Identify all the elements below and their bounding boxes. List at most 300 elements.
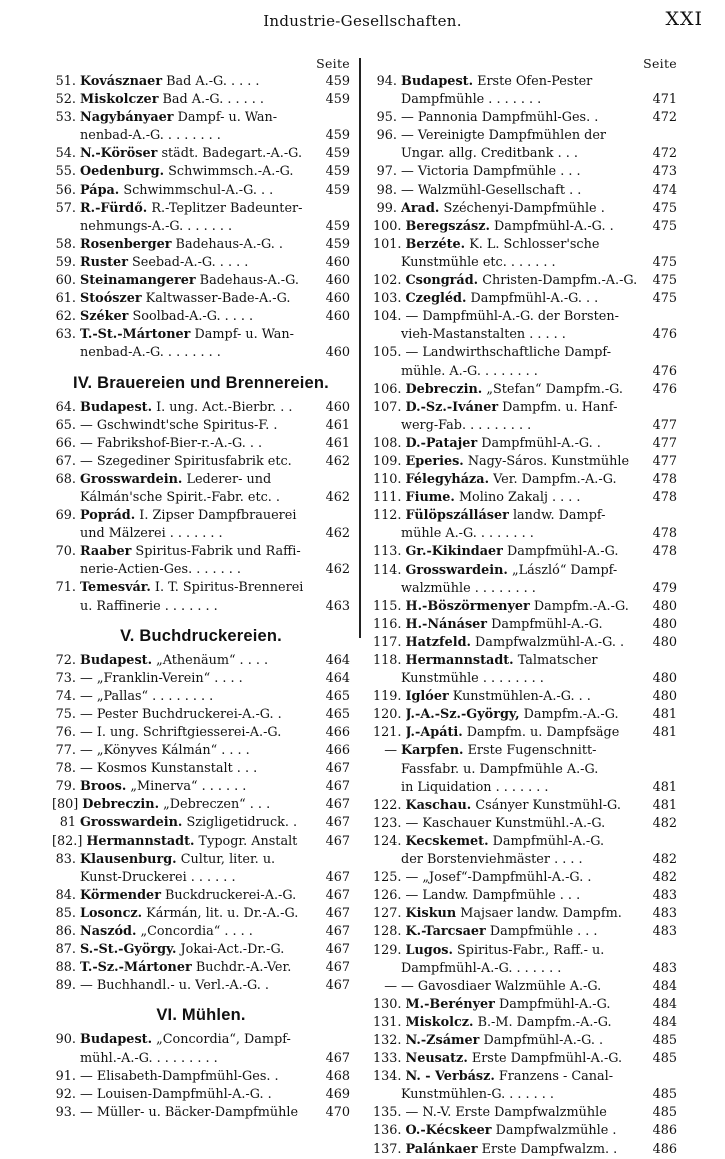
entry-number: 123. xyxy=(373,815,402,831)
index-entry xyxy=(52,742,350,760)
company-location-name: Körmender xyxy=(80,887,161,903)
page-reference: 460 xyxy=(325,273,350,289)
page-reference xyxy=(318,200,350,218)
index-entry-continuation xyxy=(52,489,350,507)
page-reference: 467 xyxy=(325,797,350,813)
company-location-name: Nagybányaer xyxy=(80,110,174,126)
entry-number: 114. xyxy=(373,562,402,578)
page-reference: 462 xyxy=(325,453,350,469)
entry-number xyxy=(52,489,80,507)
entry-text xyxy=(401,960,645,978)
company-location-name: Debreczin. xyxy=(405,381,483,397)
entry-text xyxy=(80,905,318,923)
company-location-name: Gr.-Kikindaer xyxy=(405,544,503,560)
index-entry xyxy=(52,399,350,417)
entry-text xyxy=(406,996,646,1014)
entry-text xyxy=(80,471,318,489)
entry-description: Dampf- u. Wan- xyxy=(173,110,278,126)
entry-description: „Athenäum“ . . . . xyxy=(152,652,269,668)
page-reference: 482 xyxy=(652,815,677,831)
entry-number: 111. xyxy=(373,490,402,506)
entry-text xyxy=(82,796,318,814)
entry-number xyxy=(373,670,401,688)
entry-text xyxy=(406,562,646,580)
entry-text xyxy=(80,525,318,543)
entry-text xyxy=(80,959,318,977)
entry-number: 118. xyxy=(373,653,402,668)
company-location-name: Oedenburg. xyxy=(80,164,165,180)
index-entry xyxy=(373,1050,677,1068)
page-reference: 475 xyxy=(652,273,677,289)
entry-text xyxy=(401,254,645,272)
entry-text xyxy=(406,1122,646,1140)
index-entry xyxy=(52,145,350,163)
entry-text xyxy=(80,652,318,670)
page-reference: 483 xyxy=(652,960,677,976)
entry-text xyxy=(406,688,646,706)
entry-description: nenbad-A.-G. . . . . . . . xyxy=(80,128,221,144)
entry-number: 65. xyxy=(55,417,76,433)
entry-text xyxy=(406,218,646,236)
page-reference: 462 xyxy=(325,489,350,505)
entry-description: Soolbad-A.-G. . . . . xyxy=(128,309,254,325)
page-reference xyxy=(645,344,677,362)
entry-text xyxy=(406,489,646,507)
index-entry xyxy=(373,308,677,326)
company-location-name: R.-Fürdő. xyxy=(80,200,148,216)
entry-description: Dampfmühl-A.-G. . . . . . . xyxy=(401,960,562,976)
entry-number: 129. xyxy=(373,942,402,958)
entry-number: 70. xyxy=(55,544,76,560)
index-entry-continuation xyxy=(52,344,350,362)
page-reference: 484 xyxy=(652,996,677,1012)
entry-number: 130. xyxy=(373,996,402,1012)
entry-description: — Landw. Dampfmühle . . . xyxy=(405,888,581,904)
page-reference: 459 xyxy=(325,164,350,180)
index-entry xyxy=(373,489,677,507)
page-reference: 484 xyxy=(652,1014,677,1030)
entry-text xyxy=(406,598,646,616)
entry-text xyxy=(406,471,646,489)
page-reference: 469 xyxy=(325,1086,350,1102)
entry-number xyxy=(373,1086,401,1104)
entry-text xyxy=(80,977,318,995)
page-reference: 459 xyxy=(325,92,350,108)
entry-description: Erste Dampfwalzm. . xyxy=(477,1141,618,1157)
entry-number: 122. xyxy=(373,797,402,813)
entry-text xyxy=(406,435,646,453)
page-reference: 478 xyxy=(652,526,677,542)
page-reference: 476 xyxy=(652,363,677,379)
page-reference: 460 xyxy=(325,254,350,270)
company-location-name: J.-A.-Sz.-György, xyxy=(405,707,520,723)
index-entry xyxy=(52,778,350,796)
company-location-name: K.-Tarcsaer xyxy=(405,924,486,940)
right-column-entries xyxy=(373,73,677,1159)
page-reference: 475 xyxy=(652,218,677,234)
entry-text xyxy=(80,1050,318,1068)
index-entry-continuation xyxy=(373,91,677,109)
index-entry xyxy=(373,344,677,362)
entry-number xyxy=(52,127,80,145)
entry-number xyxy=(373,580,401,598)
page-reference: 464 xyxy=(325,670,350,686)
company-location-name: Budapest. xyxy=(80,399,153,415)
entry-number: 106. xyxy=(373,381,402,397)
seite-label: Seite xyxy=(316,56,350,71)
entry-number: 84. xyxy=(55,887,76,903)
entry-text xyxy=(406,1141,646,1159)
page-reference: 467 xyxy=(325,905,350,921)
company-location-name: Grosswardein. xyxy=(405,562,508,578)
page-reference xyxy=(645,652,677,670)
entry-text xyxy=(401,109,645,127)
index-entry xyxy=(373,869,677,887)
entry-number: 69. xyxy=(55,508,76,524)
entry-text xyxy=(80,236,318,254)
entry-text xyxy=(80,109,318,127)
entry-text xyxy=(80,218,318,236)
entry-text xyxy=(80,507,318,525)
entry-number: 89. xyxy=(55,978,76,994)
company-location-name: D.-Sz.-Iváner xyxy=(405,399,499,415)
entry-number xyxy=(373,525,401,543)
entry-description: B.-M. Dampfm.-A.-G. xyxy=(473,1014,612,1030)
index-entry-continuation xyxy=(373,254,677,272)
page-reference: 472 xyxy=(652,110,677,126)
company-location-name: Budapest. xyxy=(80,1032,153,1048)
entry-number xyxy=(373,417,401,435)
entry-description: Christen-Dampfm.-A.-G. xyxy=(478,273,638,289)
entry-description: Dampfmühle . . . . . . . xyxy=(401,92,542,108)
entry-text xyxy=(406,634,646,652)
index-entry xyxy=(373,742,677,760)
entry-text xyxy=(80,200,318,218)
index-entry xyxy=(52,670,350,688)
index-entry-continuation xyxy=(373,525,677,543)
entry-description: Franzens - Canal- xyxy=(494,1069,614,1085)
company-location-name: Czegléd. xyxy=(405,291,467,307)
company-location-name: Berzéte. xyxy=(405,236,466,252)
entry-number: 120. xyxy=(373,707,402,723)
entry-description: Dampfmühl-A.-G. . xyxy=(479,1032,604,1048)
entry-text xyxy=(406,905,646,923)
entry-text xyxy=(406,290,646,308)
index-entry xyxy=(52,254,350,272)
index-entry xyxy=(52,724,350,742)
page-reference: 475 xyxy=(652,200,677,216)
entry-number: 126. xyxy=(373,888,402,904)
entry-description: Jokai-Act.-Dr.-G. xyxy=(176,942,285,958)
company-location-name: Neusatz. xyxy=(405,1051,468,1067)
entry-number: — xyxy=(384,743,397,759)
index-entry xyxy=(52,579,350,597)
index-entry xyxy=(373,815,677,833)
entry-number xyxy=(373,779,401,797)
page-reference: 467 xyxy=(325,779,350,795)
page-reference: 483 xyxy=(652,906,677,922)
entry-description: Kármán, lit. u. Dr.-A.-G. xyxy=(142,905,299,921)
index-entry xyxy=(373,598,677,616)
index-entry xyxy=(373,634,677,652)
entry-description: — „Pallas“ . . . . . . . . xyxy=(80,688,214,704)
company-location-name: N. - Verbász. xyxy=(405,1069,495,1085)
index-entry xyxy=(373,182,677,200)
index-entry-continuation xyxy=(52,869,350,887)
entry-text xyxy=(401,145,645,163)
running-header-title: Industrie-Gesellschaften. xyxy=(263,12,462,30)
entry-description: Dampfm. u. Hanf- xyxy=(498,399,618,415)
entry-text xyxy=(80,1086,318,1104)
entry-description: Schwimmsch.-A.-G. xyxy=(164,164,294,180)
entry-text xyxy=(406,833,646,851)
entry-description: Kunstmühlen-A.-G. . . xyxy=(448,689,591,705)
entry-text xyxy=(406,923,646,941)
entry-text xyxy=(80,923,318,941)
entry-number: 113. xyxy=(373,544,402,560)
entry-number: 136. xyxy=(373,1123,402,1139)
index-entry xyxy=(373,996,677,1014)
page-reference xyxy=(318,1031,350,1049)
entry-description: — Buchhandl.- u. Verl.-A.-G. . xyxy=(80,978,269,994)
index-entry xyxy=(373,1068,677,1086)
entry-number xyxy=(373,851,401,869)
entry-number xyxy=(373,91,401,109)
entry-text xyxy=(80,182,318,200)
entry-description: — Kaschauer Kunstmühl.-A.-G. xyxy=(405,815,606,831)
entry-description: nenbad-A.-G. . . . . . . . xyxy=(80,345,221,361)
entry-description: werg-Fab. . . . . . . . . xyxy=(401,417,532,433)
entry-text xyxy=(80,145,318,163)
entry-number xyxy=(52,525,80,543)
entry-number: 121. xyxy=(373,725,402,741)
entry-number: 77. xyxy=(55,743,76,759)
entry-description: R.-Teplitzer Badeunter- xyxy=(147,200,303,216)
page-reference: 486 xyxy=(652,1141,677,1157)
entry-description: — Gavosdiaer Walzmühle A.-G. xyxy=(401,978,602,994)
entry-description: K. L. Schlosser'sche xyxy=(465,236,600,252)
index-entry xyxy=(373,543,677,561)
entry-number: 60. xyxy=(55,273,76,289)
company-location-name: Karpfen. xyxy=(401,743,464,759)
entry-description: Schwimmschul-A.-G. . . xyxy=(119,182,274,198)
page-reference xyxy=(645,833,677,851)
company-location-name: Broos. xyxy=(80,779,127,795)
entry-number: [82.] xyxy=(52,833,83,849)
page-reference: 464 xyxy=(325,652,350,668)
page-reference xyxy=(645,127,677,145)
index-entry xyxy=(52,760,350,778)
entry-description: Szigligetidruck. . xyxy=(182,815,298,831)
entry-description: „Debreczen“ . . . xyxy=(159,797,271,813)
index-entry xyxy=(52,417,350,435)
page-reference: 482 xyxy=(652,852,677,868)
page-reference xyxy=(318,851,350,869)
entry-description: mühl.-A.-G. . . . . . . . . xyxy=(80,1050,218,1066)
entry-text xyxy=(406,344,646,362)
page-reference: 485 xyxy=(652,1087,677,1103)
entry-text xyxy=(80,851,318,869)
entry-description: mühle. A.-G. . . . . . . . xyxy=(401,363,538,379)
index-entry xyxy=(52,200,350,218)
company-location-name: H.-Böszörmenyer xyxy=(405,598,530,614)
company-location-name: Fiume. xyxy=(405,490,455,506)
entry-number: 99. xyxy=(376,200,397,216)
index-entry xyxy=(373,127,677,145)
entry-number xyxy=(373,145,401,163)
index-entry xyxy=(373,272,677,290)
index-entry xyxy=(373,905,677,923)
entry-text xyxy=(401,761,645,779)
entry-text xyxy=(406,1104,646,1122)
company-location-name: Arad. xyxy=(401,200,440,216)
page-reference xyxy=(318,543,350,561)
entry-description: Dampfm.-A.-G. xyxy=(519,707,619,723)
page-reference xyxy=(318,471,350,489)
entry-description: Majsaer landw. Dampfm. xyxy=(456,906,622,922)
index-entry xyxy=(373,724,677,742)
entry-description: Kálmán'sche Spirit.-Fabr. etc. . xyxy=(80,489,280,505)
entry-description: Buckdruckerei-A.-G. xyxy=(160,887,297,903)
page-reference: 485 xyxy=(652,1032,677,1048)
entry-description: — Fabrikshof-Bier-r.-A.-G. . . xyxy=(80,435,263,451)
entry-description: Buchdr.-A.-Ver. xyxy=(191,960,292,976)
page-reference: 481 xyxy=(652,797,677,813)
entry-text xyxy=(406,1032,646,1050)
entry-text xyxy=(406,652,646,670)
entry-description: — Elisabeth-Dampfmühl-Ges. . xyxy=(80,1068,279,1084)
entry-number: 100. xyxy=(373,218,402,234)
index-entry xyxy=(52,851,350,869)
index-entry xyxy=(373,942,677,960)
index-entry xyxy=(373,978,677,996)
entry-number: 97. xyxy=(376,164,397,180)
entry-number: 98. xyxy=(376,182,397,198)
company-location-name: Hermannstadt. xyxy=(405,653,514,668)
entry-text xyxy=(406,272,646,290)
entry-description: „Concordia“ . . . . xyxy=(136,924,253,940)
index-entry-continuation xyxy=(373,1086,677,1104)
entry-description: Dampfwalzmühl-A.-G. . xyxy=(470,634,625,650)
entry-number: 133. xyxy=(373,1051,402,1067)
page-reference: 467 xyxy=(325,978,350,994)
entry-text xyxy=(80,453,318,471)
index-entry xyxy=(52,652,350,670)
entry-number xyxy=(373,960,401,978)
company-location-name: S.-St.-György. xyxy=(80,942,177,958)
entry-description: Cultur, liter. u. xyxy=(176,851,276,867)
page-reference xyxy=(645,742,677,760)
page-reference: 467 xyxy=(325,1050,350,1066)
index-entry xyxy=(373,1104,677,1122)
company-location-name: Raaber xyxy=(80,544,132,560)
company-location-name: Rosenberger xyxy=(80,236,172,252)
entry-number: — xyxy=(384,978,397,994)
entry-number: 56. xyxy=(55,182,76,198)
page-reference: 460 xyxy=(325,309,350,325)
entry-text xyxy=(406,616,646,634)
entry-text xyxy=(401,163,645,181)
entry-text xyxy=(80,73,318,91)
page-reference: 478 xyxy=(652,490,677,506)
page-reference: 459 xyxy=(325,182,350,198)
entry-number: 78. xyxy=(55,761,76,777)
index-entry xyxy=(373,290,677,308)
entry-number xyxy=(52,561,80,579)
entry-number: 96. xyxy=(376,128,397,144)
index-entry-continuation xyxy=(52,525,350,543)
entry-text xyxy=(406,236,646,254)
company-location-name: Grosswardein. xyxy=(80,471,183,487)
entry-number: 74. xyxy=(55,688,76,704)
entry-text xyxy=(80,435,318,453)
entry-number: 103. xyxy=(373,291,402,307)
entry-text xyxy=(401,742,645,760)
entry-text xyxy=(80,326,318,344)
entry-text xyxy=(401,417,645,435)
entry-description: Bad A.-G. . . . . xyxy=(162,74,260,89)
entry-number: 135. xyxy=(373,1105,402,1121)
index-entry-continuation xyxy=(373,761,677,779)
company-location-name: Iglóer xyxy=(405,689,449,705)
index-entry xyxy=(373,109,677,127)
index-entry xyxy=(52,1068,350,1086)
company-location-name: T.-St.-Mártoner xyxy=(80,327,191,343)
entry-description: — Landwirthschaftliche Dampf- xyxy=(405,345,612,361)
company-location-name: Grosswardein. xyxy=(80,815,183,831)
entry-text xyxy=(406,1050,646,1068)
entry-number: 92. xyxy=(55,1086,76,1102)
entry-number: 101. xyxy=(373,236,402,252)
entry-number xyxy=(52,218,80,236)
entry-description: mühle A.-G. . . . . . . . xyxy=(401,526,534,542)
page-reference xyxy=(645,761,677,779)
entry-description: „Minerva“ . . . . . . xyxy=(126,779,247,795)
entry-description: Spiritus-Fabr., Raff.- u. xyxy=(452,942,605,958)
entry-description: Spiritus-Fabrik und Raffi- xyxy=(131,544,301,560)
company-location-name: Palánkaer xyxy=(405,1141,478,1157)
entry-number: 107. xyxy=(373,399,402,415)
page-reference: 459 xyxy=(325,218,350,234)
entry-number: 58. xyxy=(55,236,76,252)
index-entry xyxy=(52,814,350,832)
entry-number: 105. xyxy=(373,345,402,361)
entry-text xyxy=(406,887,646,905)
entry-number: 79. xyxy=(55,779,76,795)
entry-text xyxy=(80,1031,318,1049)
company-location-name: Eperies. xyxy=(405,453,464,469)
index-entry xyxy=(52,833,350,851)
entry-description: Lederer- und xyxy=(182,471,272,487)
entry-number: 52. xyxy=(55,92,76,108)
index-entry xyxy=(52,923,350,941)
index-entry xyxy=(373,616,677,634)
entry-number: 72. xyxy=(55,652,76,668)
index-entry xyxy=(52,796,350,814)
company-location-name: Steinamangerer xyxy=(80,273,196,289)
entry-text xyxy=(406,543,646,561)
page-reference: 481 xyxy=(652,779,677,795)
page-reference: 467 xyxy=(325,960,350,976)
index-entry xyxy=(373,471,677,489)
entry-description: nehmungs-A.-G. . . . . . . xyxy=(80,218,233,234)
page-reference: 459 xyxy=(325,74,350,89)
entry-text xyxy=(80,579,318,597)
entry-text xyxy=(401,978,645,996)
entry-description: vieh-Mastanstalten . . . . . xyxy=(401,327,566,343)
entry-text xyxy=(80,1068,318,1086)
page-reference: 463 xyxy=(325,598,350,614)
